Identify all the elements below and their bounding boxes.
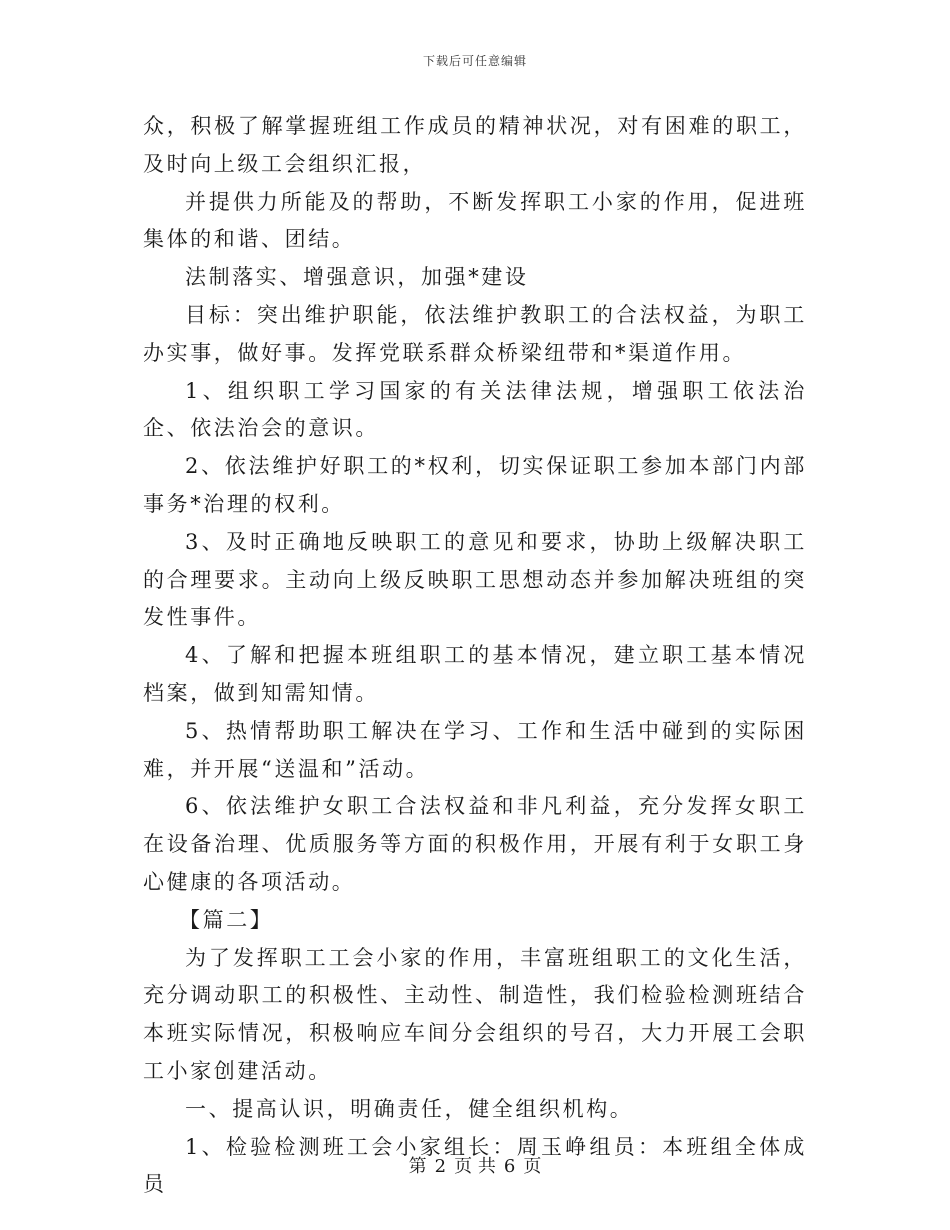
list-item: 6、依法维护女职工合法权益和非凡利益，充分发挥女职工在设备治理、优质服务等方面的积极作用，开展有利于女职工身心健康的各项活动。 — [143, 794, 807, 894]
footer-prefix: 第 — [408, 1156, 427, 1177]
current-page-number: 2 — [434, 1156, 447, 1177]
list-item: 5、热情帮助职工解决在学习、工作和生活中碰到的实际困难，并开展“送温和”活动。 — [143, 718, 807, 781]
page-footer — [0, 1152, 950, 1178]
total-page-count: 6 — [503, 1156, 516, 1177]
section-heading: 一、提高认识，明确责任，健全组织机构。 — [185, 1096, 634, 1121]
paragraph: 目标：突出维护职能，依法维护教职工的合法权益，为职工办实事，做好事。发挥党联系群众桥梁纽带和*渠道作用。 — [143, 302, 807, 365]
section-heading: 法制落实、增强意识，加强*建设 — [185, 265, 529, 290]
page-header: 下载后可任意编辑 — [422, 54, 527, 68]
footer-suffix: 页 — [523, 1156, 542, 1177]
section-title: 【篇二】 — [179, 907, 274, 932]
footer-middle: 页 共 — [454, 1156, 496, 1177]
document-body — [143, 108, 807, 1204]
list-item: 4、了解和把握本班组职工的基本情况，建立职工基本情况档案，做到知需知情。 — [143, 643, 807, 705]
paragraph: 并提供力所能及的帮助，不断发挥职工小家的作用，促进班集体的和谐、团结。 — [143, 189, 807, 252]
list-item: 3、及时正确地反映职工的意见和要求，协助上级解决职工的合理要求。主动向上级反映职工思想动态并参加解决班组的突发性事件。 — [143, 529, 807, 630]
list-item: 1、组织职工学习国家的有关法律法规，增强职工依法治企、依法治会的意识。 — [143, 378, 807, 441]
paragraph: 为了发挥职工工会小家的作用，丰富班组职工的文化生活，充分调动职工的积极性、主动性、制造性，我们检验检测班结合本班实际情况，积极响应车间分会组织的号召，大力开展工会职工小家创建活动。 — [143, 945, 807, 1083]
paragraph: 众，积极了解掌握班组工作成员的精神状况，对有困难的职工，及时向上级工会组织汇报， — [143, 114, 807, 176]
list-item: 1、检验检测班工会小家组长：周玉峥组员：本班组全体成员 — [143, 1134, 807, 1197]
list-item: 2、依法维护好职工的*权利，切实保证职工参加本部门内部事务*治理的权利。 — [143, 454, 807, 516]
